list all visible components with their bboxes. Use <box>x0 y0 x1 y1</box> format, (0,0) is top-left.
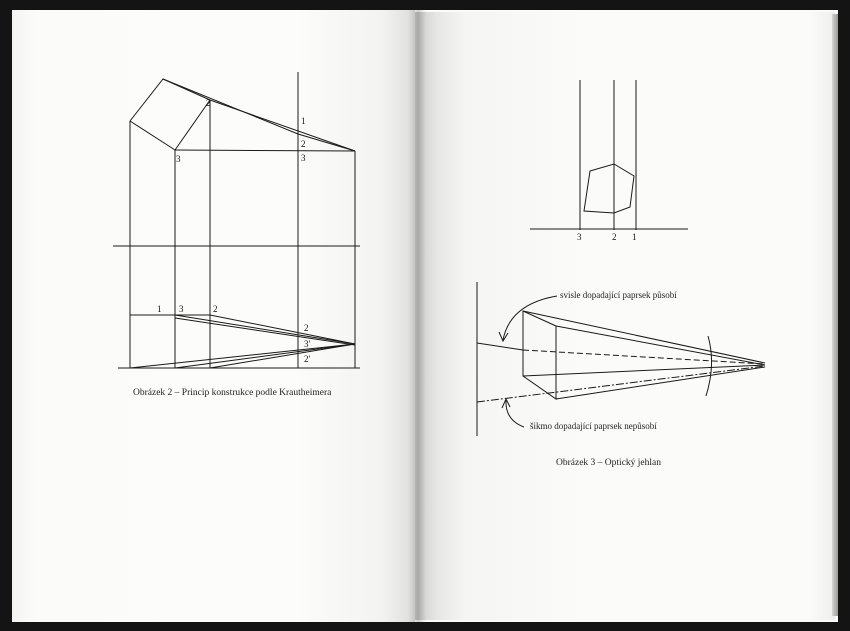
annotation-vertical-ray: svisle dopadající paprsek působí <box>560 290 677 300</box>
label-plan-2: 2 <box>612 232 617 242</box>
label-bottom-right-3p: 3' <box>304 339 311 349</box>
label-plan-3: 3 <box>577 232 582 242</box>
label-bottom-right-2: 2 <box>304 323 309 333</box>
label-bottom-1: 1 <box>157 304 162 314</box>
label-top-3: 3 <box>176 154 181 164</box>
label-plane-1: 1 <box>301 116 306 126</box>
figure-2-caption: Obrázek 2 – Princip konstrukce podle Krautheimera <box>133 388 332 398</box>
label-bottom-right-2p: 2' <box>304 354 311 364</box>
label-bottom-2: 2 <box>213 304 218 314</box>
label-plane-2: 2 <box>301 139 306 149</box>
label-plane-3: 3 <box>301 153 306 163</box>
label-bottom-3: 3 <box>179 304 184 314</box>
figure-3-caption: Obrázek 3 – Optický jehlan <box>556 458 661 468</box>
label-top-2: 2 <box>206 98 211 108</box>
annotation-oblique-ray: šikmo dopadající paprsek nepůsobí <box>530 421 657 431</box>
label-plan-1: 1 <box>632 232 637 242</box>
